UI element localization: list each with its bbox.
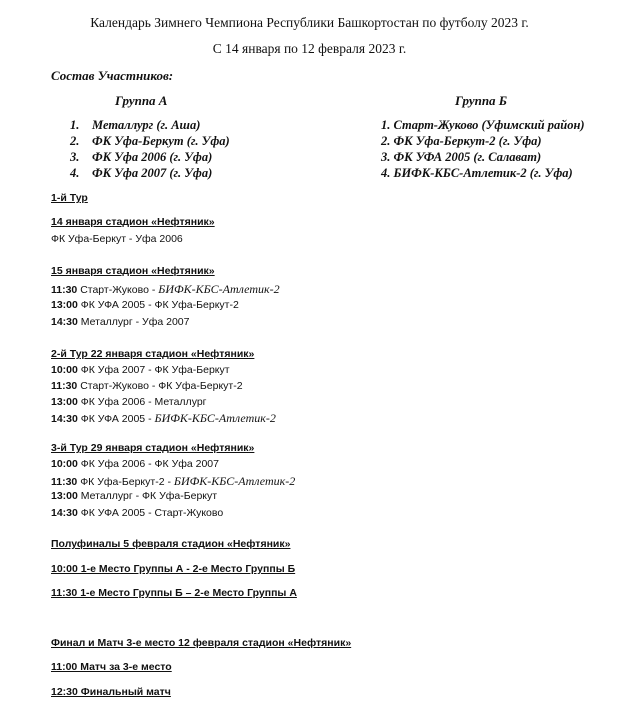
team-number: 1. <box>70 118 80 132</box>
match-teams: ФК Уфа-Беркут - Уфа 2006 <box>51 233 183 245</box>
match-row <box>51 411 276 426</box>
match-teams: Металлург - ФК Уфа-Беркут <box>77 490 218 502</box>
finals-heading: Финал и Матч 3-е место 12 февраля стадион «Нефтяник» <box>51 637 352 649</box>
group-b-team: 2. ФК Уфа-Беркут-2 (г. Уфа) <box>381 134 542 148</box>
match-teams: Старт-Жуково - ФК Уфа-Беркут-2 <box>77 380 243 392</box>
tour-1-day-1-heading: 14 января стадион «Нефтяник» <box>51 216 215 228</box>
final-match: 12:30 Финальный матч <box>51 686 171 698</box>
match-row <box>51 396 207 408</box>
tour-1-title: 1-й Тур <box>51 192 88 204</box>
match-teams: ФК УФА 2005 - ФК Уфа-Беркут-2 <box>77 299 239 311</box>
semifinal-match-2: 11:30 1-е Место Группы Б – 2-е Место Группы А <box>51 587 297 599</box>
match-team-italic: БИФК-КБС-Атлетик-2 <box>158 282 280 296</box>
match-time: 14:30 <box>51 413 78 425</box>
match-time: 14:30 <box>51 316 78 328</box>
semifinals-heading: Полуфиналы 5 февраля стадион «Нефтяник» <box>51 538 291 550</box>
match-time: 11:30 <box>51 380 78 392</box>
group-a-team <box>70 118 200 133</box>
match-time: 10:00 <box>51 364 78 376</box>
match-time: 13:00 <box>51 396 78 408</box>
group-a-title: Группа А <box>115 93 168 108</box>
team-name: ФК Уфа 2007 (г. Уфа) <box>92 166 213 180</box>
tour-3-heading: 3-й Тур 29 января стадион «Нефтяник» <box>51 442 255 454</box>
match-row <box>51 364 230 376</box>
team-number: 4. <box>70 166 80 180</box>
group-b-team: 3. ФК УФА 2005 (г. Салават) <box>381 150 542 164</box>
match-time: 10:00 <box>51 458 78 470</box>
group-a-team <box>70 150 212 165</box>
team-name: Металлург (г. Аша) <box>92 118 201 132</box>
match-row <box>51 458 219 470</box>
match-row <box>51 507 223 519</box>
tour-1-day-2-heading: 15 января стадион «Нефтяник» <box>51 265 215 277</box>
match-team-italic: БИФК-КБС-Атлетик-2 <box>154 411 276 425</box>
match-teams: ФК УФА 2005 - Старт-Жуково <box>77 507 224 519</box>
team-name: ФК Уфа-Беркут (г. Уфа) <box>92 134 230 148</box>
match-teams: ФК Уфа 2006 - Металлург <box>77 396 207 408</box>
team-number: 2. <box>70 134 80 148</box>
participants-heading: Состав Участников: <box>51 68 174 83</box>
third-place-match: 11:00 Матч за 3-е место <box>51 661 172 673</box>
match-row <box>51 299 239 311</box>
document-dates: С 14 января по 12 февраля 2023 г. <box>212 41 407 56</box>
match-time: 11:30 <box>51 476 78 488</box>
team-name: ФК Уфа 2006 (г. Уфа) <box>92 150 213 164</box>
tour-2-heading: 2-й Тур 22 января стадион «Нефтяник» <box>51 348 255 360</box>
match-teams: ФК Уфа 2006 - ФК Уфа 2007 <box>77 458 219 470</box>
match-row <box>51 316 189 328</box>
match-time: 14:30 <box>51 507 78 519</box>
group-b-team: 4. БИФК-КБС-Атлетик-2 (г. Уфа) <box>381 166 573 180</box>
team-number: 3. <box>70 150 80 164</box>
match-team-italic: БИФК-КБС-Атлетик-2 <box>173 474 296 488</box>
group-a-team <box>70 166 212 181</box>
group-b-team: 1. Старт-Жуково (Уфимский район) <box>381 118 585 132</box>
match-row <box>51 380 243 392</box>
match-row <box>51 282 280 297</box>
document-title: Календарь Зимнего Чемпиона Республики Башкортостан по футболу 2023 г. <box>90 15 529 30</box>
match-row <box>51 233 183 245</box>
match-teams: ФК УФА 2005 - <box>77 413 155 425</box>
match-row <box>51 490 217 502</box>
match-row <box>51 474 295 489</box>
match-time: 13:00 <box>51 299 78 311</box>
match-teams: ФК Уфа-Беркут-2 - <box>77 476 174 488</box>
match-teams: Старт-Жуково - <box>77 284 159 296</box>
match-time: 11:30 <box>51 284 78 296</box>
group-b-title: Группа Б <box>455 93 508 108</box>
match-teams: Металлург - Уфа 2007 <box>77 316 190 328</box>
semifinal-match-1: 10:00 1-е Место Группы А - 2-е Место Группы Б <box>51 563 296 575</box>
match-teams: ФК Уфа 2007 - ФК Уфа-Беркут <box>77 364 230 376</box>
match-time: 13:00 <box>51 490 78 502</box>
group-a-team <box>70 134 230 149</box>
